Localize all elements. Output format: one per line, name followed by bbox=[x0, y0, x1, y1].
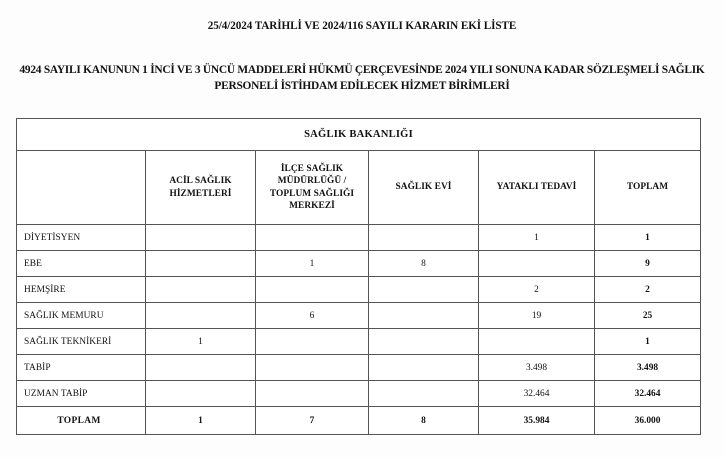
table-row bbox=[17, 303, 701, 329]
document-title-sub-line-1: 4924 SAYILI KANUNUN 1 İNCİ VE 3 ÜNCÜ MADDELERİ HÜKMÜ ÇERÇEVESİNDE 2024 YILI SONUNA KADAR SÖZLEŞMELİ SAĞLIK bbox=[19, 64, 705, 76]
cell-saglik-evi bbox=[369, 381, 479, 407]
table-row bbox=[17, 225, 701, 251]
cell-acil bbox=[146, 355, 256, 381]
cell-toplam: 25 bbox=[595, 303, 701, 329]
column-header-ilce-line-3: TOPLUM SAĞLIĞI bbox=[269, 188, 355, 199]
cell-toplam: 32.464 bbox=[595, 381, 701, 407]
cell-toplam: 1 bbox=[595, 225, 701, 251]
cell-acil bbox=[146, 303, 256, 329]
table-head bbox=[17, 119, 701, 225]
cell-toplam: 9 bbox=[595, 251, 701, 277]
column-header-saglik-evi: SAĞLIK EVİ bbox=[369, 151, 479, 225]
table-row bbox=[17, 329, 701, 355]
table-row bbox=[17, 277, 701, 303]
cell-saglik-evi bbox=[369, 355, 479, 381]
total-cell-yatakli-tedavi: 35.984 bbox=[479, 407, 595, 435]
row-label: DİYETİSYEN bbox=[17, 225, 146, 251]
cell-acil bbox=[146, 381, 256, 407]
total-cell-acil: 1 bbox=[146, 407, 256, 435]
cell-yatakli-tedavi bbox=[479, 251, 595, 277]
column-header-yatakli-tedavi: YATAKLI TEDAVİ bbox=[479, 151, 595, 225]
column-header-acil-line-1: ACİL SAĞLIK bbox=[169, 176, 232, 187]
cell-ilce: 6 bbox=[256, 303, 369, 329]
column-header-ilce-saglik-mudurlugu bbox=[256, 151, 369, 225]
cell-saglik-evi bbox=[369, 277, 479, 303]
total-cell-saglik-evi: 8 bbox=[369, 407, 479, 435]
document-title-main: 25/4/2024 TARİHLİ VE 2024/116 SAYILI KARARIN EKİ LİSTE bbox=[207, 20, 517, 32]
row-label: UZMAN TABİP bbox=[17, 381, 146, 407]
table-row bbox=[17, 381, 701, 407]
cell-acil bbox=[146, 225, 256, 251]
cell-acil bbox=[146, 251, 256, 277]
cell-ilce bbox=[256, 329, 369, 355]
cell-ilce bbox=[256, 225, 369, 251]
cell-yatakli-tedavi: 19 bbox=[479, 303, 595, 329]
cell-toplam: 2 bbox=[595, 277, 701, 303]
cell-toplam: 3.498 bbox=[595, 355, 701, 381]
column-header-acil-saglik-hizmetleri bbox=[146, 151, 256, 225]
table-total-row bbox=[17, 407, 701, 435]
column-header-ilce-line-4: MERKEZİ bbox=[289, 200, 335, 211]
ministry-header-cell: SAĞLIK BAKANLIĞI bbox=[17, 119, 701, 151]
cell-toplam: 1 bbox=[595, 329, 701, 355]
staffing-table bbox=[16, 118, 701, 435]
table-body bbox=[17, 225, 701, 435]
cell-ilce: 1 bbox=[256, 251, 369, 277]
total-cell-toplam: 36.000 bbox=[595, 407, 701, 435]
row-label: TABİP bbox=[17, 355, 146, 381]
cell-ilce bbox=[256, 355, 369, 381]
cell-acil: 1 bbox=[146, 329, 256, 355]
document-title-sub-line-2: PERSONELİ İSTİHDAM EDİLECEK HİZMET BİRİMLERİ bbox=[214, 80, 510, 92]
total-cell-ilce: 7 bbox=[256, 407, 369, 435]
row-label: SAĞLIK TEKNİKERİ bbox=[17, 329, 146, 355]
column-header-ilce-line-1: İLÇE SAĞLIK bbox=[280, 163, 344, 174]
cell-saglik-evi bbox=[369, 303, 479, 329]
row-label: EBE bbox=[17, 251, 146, 277]
cell-saglik-evi bbox=[369, 329, 479, 355]
cell-ilce bbox=[256, 381, 369, 407]
document-title-sub bbox=[14, 62, 710, 94]
total-row-label: TOPLAM bbox=[17, 407, 146, 435]
cell-yatakli-tedavi: 32.464 bbox=[479, 381, 595, 407]
listing-table-container bbox=[16, 118, 700, 435]
cell-yatakli-tedavi: 2 bbox=[479, 277, 595, 303]
row-label: HEMŞİRE bbox=[17, 277, 146, 303]
column-header-acil-line-2: HİZMETLERİ bbox=[169, 188, 232, 199]
ministry-header-row bbox=[17, 119, 701, 151]
cell-saglik-evi: 8 bbox=[369, 251, 479, 277]
cell-acil bbox=[146, 277, 256, 303]
table-row bbox=[17, 355, 701, 381]
cell-yatakli-tedavi bbox=[479, 329, 595, 355]
cell-yatakli-tedavi: 1 bbox=[479, 225, 595, 251]
column-header-ilce-line-2: MÜDÜRLÜĞÜ / bbox=[277, 176, 347, 187]
cell-ilce bbox=[256, 277, 369, 303]
cell-yatakli-tedavi: 3.498 bbox=[479, 355, 595, 381]
table-row bbox=[17, 251, 701, 277]
column-header-blank bbox=[17, 151, 146, 225]
row-label: SAĞLIK MEMURU bbox=[17, 303, 146, 329]
column-header-row bbox=[17, 151, 701, 225]
cell-saglik-evi bbox=[369, 225, 479, 251]
column-header-toplam: TOPLAM bbox=[595, 151, 701, 225]
